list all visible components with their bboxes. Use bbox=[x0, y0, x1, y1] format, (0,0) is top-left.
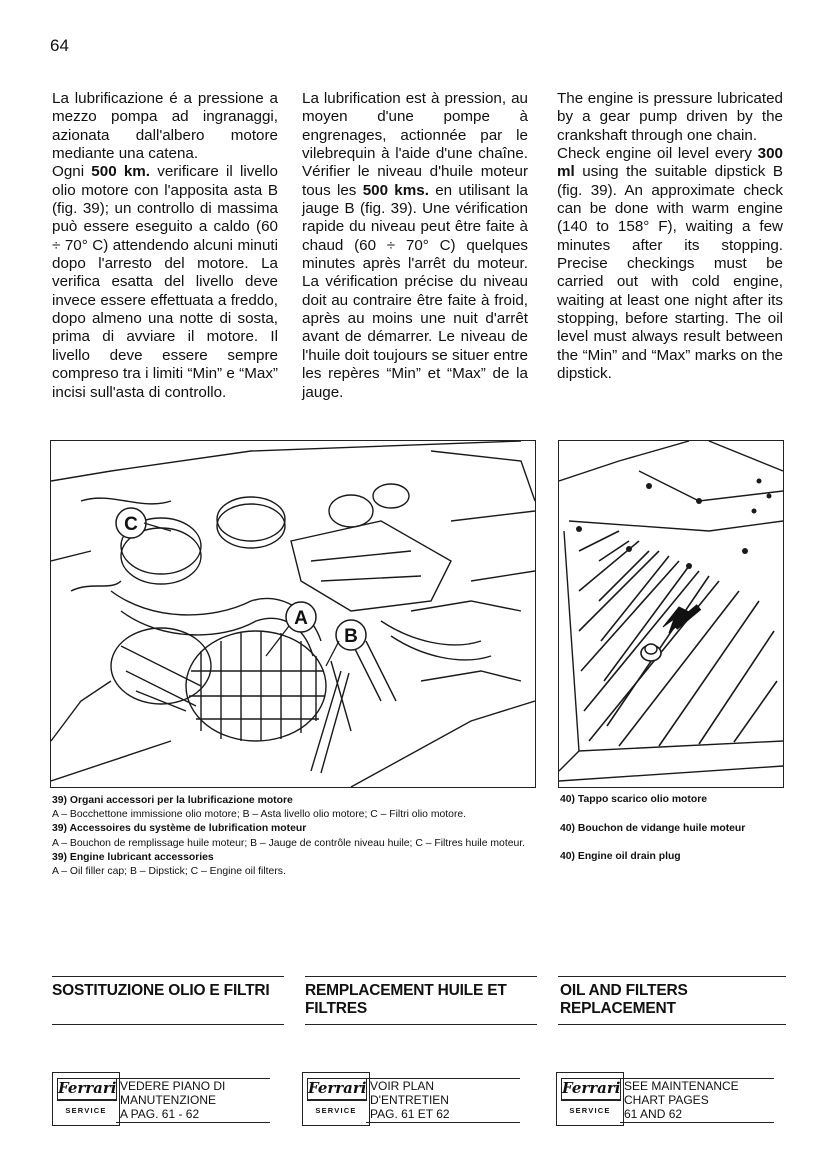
caption-title-english: 39) Engine lubricant accessories bbox=[52, 851, 214, 863]
service-label: SERVICE bbox=[569, 1106, 611, 1115]
caption-text-english: A – Oil filler cap; B – Dipstick; C – Engine oil filters. bbox=[52, 866, 286, 878]
caption-english: 40) Engine oil drain plug bbox=[560, 851, 681, 862]
divider bbox=[305, 976, 537, 977]
callout-label-a: A bbox=[294, 608, 308, 629]
divider bbox=[558, 1024, 786, 1025]
divider bbox=[52, 1024, 284, 1025]
oil-pan-drawing bbox=[559, 441, 783, 787]
service-note-text: SEE MAINTENANCE CHART PAGES 61 AND 62 bbox=[620, 1078, 774, 1123]
paragraph: Ogni 500 km. verificare il livello olio motore con l'apposita asta B (fig. 39); un controllo di massima può essere eseguito a caldo (60 ÷ 70° C) attendendo alcuni minuti dopo l'arresto del motore. La verifica esatta del livello deve invece essere effettuata a freddo, dopo almeno una notte di sosta, prima di avviare il motore. Il livello deve essere sempre compreso tra i limiti “Min” e “Max” incisi sull'asta di controllo. bbox=[52, 163, 278, 401]
service-note-italian bbox=[52, 1072, 282, 1124]
service-label: SERVICE bbox=[65, 1106, 107, 1115]
paragraph: Check engine oil level every 300 ml using the suitable dipstick B (fig. 39). An approximate check can be done with warm engine (140 to 158° F), waiting a few minutes after its stopping. Precise checkings must be carried out with cold engine, waiting at least one night after its stopping, before starting. The oil level must always result between the “Min” and “Max” marks on the dipstick. bbox=[557, 145, 783, 383]
callout-label-c: C bbox=[124, 514, 138, 535]
caption-french: 40) Bouchon de vidange huile moteur bbox=[560, 822, 746, 834]
section-heading-italian: SOSTITUZIONE OLIO E FILTRI bbox=[52, 982, 270, 999]
page-number: 64 bbox=[50, 36, 69, 55]
service-note-text: VOIR PLAN D'ENTRETIEN PAG. 61 ET 62 bbox=[366, 1078, 520, 1123]
text-column-italian bbox=[52, 90, 278, 402]
engine-drawing bbox=[51, 441, 535, 787]
paragraph: La lubrification est à pression, au moyen d'une pompe à engrenages, actionnée par le vilebrequin à l'aide d'une chaîne. Vérifier le niveau d'huile moteur tous les 500 kms. en utilisant la jauge B (fig. 39). Une vérification rapide du niveau peut être faite à chaud (60 ÷ 70° C) quelques minutes après l'arrêt du moteur. La vérification précise du niveau doit au contraire être faite à froid, après au moins une nuit d'arrêt avant de démarrer. Le niveau de l'huile doit toujours se situer entre les repères “Min” et “Max” de la jauge. bbox=[302, 90, 528, 401]
service-label: SERVICE bbox=[315, 1106, 357, 1115]
figure-40-captions bbox=[560, 794, 780, 880]
ferrari-service-logo bbox=[556, 1072, 624, 1126]
caption-text-italian: A – Bocchettone immissione olio motore; B – Asta livello olio motore; C – Filtri olio motore. bbox=[52, 809, 467, 821]
ferrari-service-logo bbox=[52, 1072, 120, 1126]
figure-39-engine-illustration bbox=[50, 440, 536, 788]
divider bbox=[305, 1024, 537, 1025]
service-note-text: VEDERE PIANO DI MANUTENZIONE A PAG. 61 - 62 bbox=[116, 1078, 270, 1123]
section-heading-english: OIL AND FILTERS REPLACEMENT bbox=[560, 982, 688, 1017]
brand-wordmark: Ferrari bbox=[307, 1078, 367, 1101]
paragraph: The engine is pressure lubricated by a gear pump driven by the crankshaft through one chain. bbox=[557, 90, 783, 144]
text-column-english bbox=[557, 90, 783, 384]
caption-title-french: 39) Accessoires du système de lubrification moteur bbox=[52, 823, 307, 835]
text-column-french bbox=[302, 90, 528, 402]
paragraph: La lubrificazione é a pressione a mezzo pompa ad ingranaggi, azionata dall'albero motore mediante una catena. bbox=[52, 90, 278, 163]
service-note-french bbox=[302, 1072, 532, 1124]
section-heading-french: REMPLACEMENT HUILE ET FILTRES bbox=[305, 982, 507, 1017]
caption-italian: 40) Tappo scarico olio motore bbox=[560, 794, 708, 805]
brand-wordmark: Ferrari bbox=[57, 1078, 117, 1101]
brand-wordmark: Ferrari bbox=[561, 1078, 621, 1101]
ferrari-service-logo bbox=[302, 1072, 370, 1126]
caption-title-italian: 39) Organi accessori per la lubrificazione motore bbox=[52, 795, 293, 806]
divider bbox=[52, 976, 284, 977]
callout-label-b: B bbox=[344, 626, 358, 647]
figure-40-oil-pan-illustration bbox=[558, 440, 784, 788]
service-note-english bbox=[556, 1072, 786, 1124]
divider bbox=[558, 976, 786, 977]
caption-text-french: A – Bouchon de remplissage huile moteur; B – Jauge de contrôle niveau huile; C – Filtres huile moteur. bbox=[52, 837, 526, 849]
figure-39-captions bbox=[52, 794, 536, 879]
